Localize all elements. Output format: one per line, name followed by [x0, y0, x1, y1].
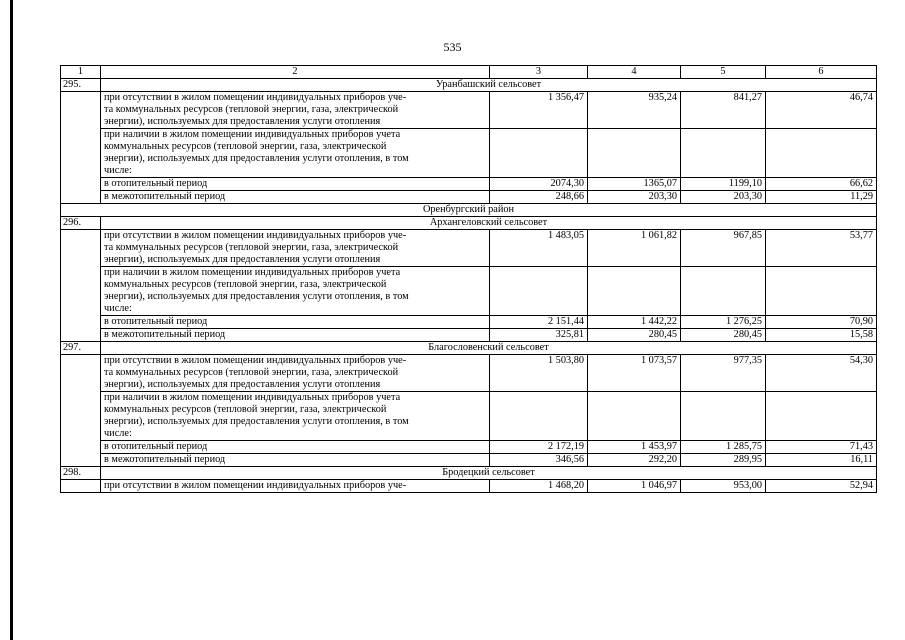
section-number: 296.: [61, 217, 101, 230]
table-row: [61, 178, 877, 191]
table-row: [61, 267, 877, 316]
value-cell: [490, 129, 588, 178]
value-cell: 66,62: [766, 178, 877, 191]
description-line: при наличии в жилом помещении индивидуальных приборов учета: [104, 129, 401, 140]
row-description: [101, 191, 490, 204]
description-line: при наличии в жилом помещении индивидуальных приборов учета: [104, 267, 401, 278]
value-cell: 1 046,97: [588, 480, 681, 493]
description-line: в межотопительный период: [104, 454, 226, 465]
column-header: 3: [490, 66, 588, 79]
section-header-row: [61, 342, 877, 355]
section-header-row: [61, 79, 877, 92]
description-line: при наличии в жилом помещении индивидуальных приборов учета: [104, 392, 401, 403]
district-row: [61, 204, 877, 217]
value-cell: 935,24: [588, 92, 681, 129]
description-line: коммунальных ресурсов (тепловой энергии, газа, электрической: [104, 404, 387, 415]
value-cell: 1 503,80: [490, 355, 588, 392]
description-line: числе:: [104, 165, 132, 176]
description-line: в отопительный период: [104, 178, 208, 189]
number-cell-empty: [61, 230, 101, 342]
description-line: в межотопительный период: [104, 329, 226, 340]
value-cell: [588, 129, 681, 178]
value-cell: 1 073,57: [588, 355, 681, 392]
tariff-table-body: [61, 66, 877, 493]
value-cell: [681, 129, 766, 178]
table-row: [61, 355, 877, 392]
value-cell: 2 151,44: [490, 316, 588, 329]
section-name: Бродецкий сельсовет: [101, 467, 877, 480]
value-cell: [588, 267, 681, 316]
value-cell: 292,20: [588, 454, 681, 467]
value-cell: 325,81: [490, 329, 588, 342]
value-cell: [766, 267, 877, 316]
section-number: 298.: [61, 467, 101, 480]
number-cell-empty: [61, 480, 101, 493]
row-description: [101, 230, 490, 267]
description-line: при отсутствии в жилом помещении индивидуальных приборов уче-: [104, 355, 407, 366]
scan-edge-bar: [10, 0, 13, 640]
value-cell: 977,35: [681, 355, 766, 392]
value-cell: 1 061,82: [588, 230, 681, 267]
table-row: [61, 191, 877, 204]
number-cell-empty: [61, 355, 101, 467]
value-cell: 54,30: [766, 355, 877, 392]
row-description: [101, 329, 490, 342]
description-line: в межотопительный период: [104, 191, 226, 202]
description-line: та коммунальных ресурсов (тепловой энергии, газа, электрической: [104, 367, 399, 378]
value-cell: [766, 129, 877, 178]
value-cell: 1 468,20: [490, 480, 588, 493]
row-description: [101, 480, 490, 493]
column-header: 5: [681, 66, 766, 79]
value-cell: [766, 392, 877, 441]
column-header: 4: [588, 66, 681, 79]
value-cell: [490, 392, 588, 441]
section-header-row: [61, 217, 877, 230]
district-name: Оренбургский район: [61, 204, 877, 217]
value-cell: 1 285,75: [681, 441, 766, 454]
description-line: при отсутствии в жилом помещении индивидуальных приборов уче-: [104, 480, 407, 491]
value-cell: 280,45: [681, 329, 766, 342]
value-cell: 203,30: [588, 191, 681, 204]
row-description: [101, 129, 490, 178]
section-name: Архангеловский сельсовет: [101, 217, 877, 230]
value-cell: [588, 392, 681, 441]
value-cell: 11,29: [766, 191, 877, 204]
value-cell: 1 453,97: [588, 441, 681, 454]
value-cell: 2 172,19: [490, 441, 588, 454]
column-header: 2: [101, 66, 490, 79]
value-cell: 16,11: [766, 454, 877, 467]
value-cell: 953,00: [681, 480, 766, 493]
tariff-table: [60, 65, 877, 493]
column-header-row: [61, 66, 877, 79]
description-line: коммунальных ресурсов (тепловой энергии, газа, электрической: [104, 141, 387, 152]
description-line: энергии), используемых для предоставления услуги отопления: [104, 116, 381, 127]
row-description: [101, 441, 490, 454]
value-cell: 289,95: [681, 454, 766, 467]
value-cell: 1 356,47: [490, 92, 588, 129]
value-cell: [490, 267, 588, 316]
value-cell: 1 276,25: [681, 316, 766, 329]
table-row: [61, 316, 877, 329]
table-row: [61, 454, 877, 467]
section-number: 297.: [61, 342, 101, 355]
value-cell: 203,30: [681, 191, 766, 204]
value-cell: 248,66: [490, 191, 588, 204]
column-header: 1: [61, 66, 101, 79]
value-cell: 280,45: [588, 329, 681, 342]
table-row: [61, 329, 877, 342]
description-line: коммунальных ресурсов (тепловой энергии, газа, электрической: [104, 279, 387, 290]
table-row: [61, 392, 877, 441]
value-cell: 967,85: [681, 230, 766, 267]
row-description: [101, 267, 490, 316]
description-line: в отопительный период: [104, 441, 208, 452]
table-row: [61, 230, 877, 267]
description-line: энергии), используемых для предоставления услуги отопления, в том: [104, 291, 409, 302]
row-description: [101, 178, 490, 191]
description-line: при отсутствии в жилом помещении индивидуальных приборов уче-: [104, 92, 407, 103]
column-header: 6: [766, 66, 877, 79]
value-cell: 841,27: [681, 92, 766, 129]
row-description: [101, 454, 490, 467]
table-row: [61, 129, 877, 178]
description-line: та коммунальных ресурсов (тепловой энергии, газа, электрической: [104, 242, 399, 253]
description-line: при отсутствии в жилом помещении индивидуальных приборов уче-: [104, 230, 407, 241]
value-cell: 52,94: [766, 480, 877, 493]
value-cell: 46,74: [766, 92, 877, 129]
value-cell: 1 483,05: [490, 230, 588, 267]
description-line: числе:: [104, 303, 132, 314]
table-row: [61, 480, 877, 493]
section-name: Уранбашский сельсовет: [101, 79, 877, 92]
row-description: [101, 355, 490, 392]
row-description: [101, 316, 490, 329]
value-cell: 71,43: [766, 441, 877, 454]
table-row: [61, 92, 877, 129]
section-number: 295.: [61, 79, 101, 92]
value-cell: 53,77: [766, 230, 877, 267]
row-description: [101, 392, 490, 441]
page-number: 535: [443, 40, 462, 54]
value-cell: [681, 267, 766, 316]
section-header-row: [61, 467, 877, 480]
value-cell: 346,56: [490, 454, 588, 467]
description-line: энергии), используемых для предоставления услуги отопления, в том: [104, 416, 409, 427]
value-cell: 15,58: [766, 329, 877, 342]
section-name: Благословенский сельсовет: [101, 342, 877, 355]
table-row: [61, 441, 877, 454]
value-cell: 1365,07: [588, 178, 681, 191]
value-cell: 1 442,22: [588, 316, 681, 329]
row-description: [101, 92, 490, 129]
description-line: та коммунальных ресурсов (тепловой энергии, газа, электрической: [104, 104, 399, 115]
description-line: в отопительный период: [104, 316, 208, 327]
number-cell-empty: [61, 92, 101, 204]
value-cell: [681, 392, 766, 441]
value-cell: 2074,30: [490, 178, 588, 191]
description-line: числе:: [104, 428, 132, 439]
value-cell: 1199,10: [681, 178, 766, 191]
description-line: энергии), используемых для предоставления услуги отопления: [104, 379, 381, 390]
description-line: энергии), используемых для предоставления услуги отопления: [104, 254, 381, 265]
value-cell: 70,90: [766, 316, 877, 329]
description-line: энергии), используемых для предоставления услуги отопления, в том: [104, 153, 409, 164]
